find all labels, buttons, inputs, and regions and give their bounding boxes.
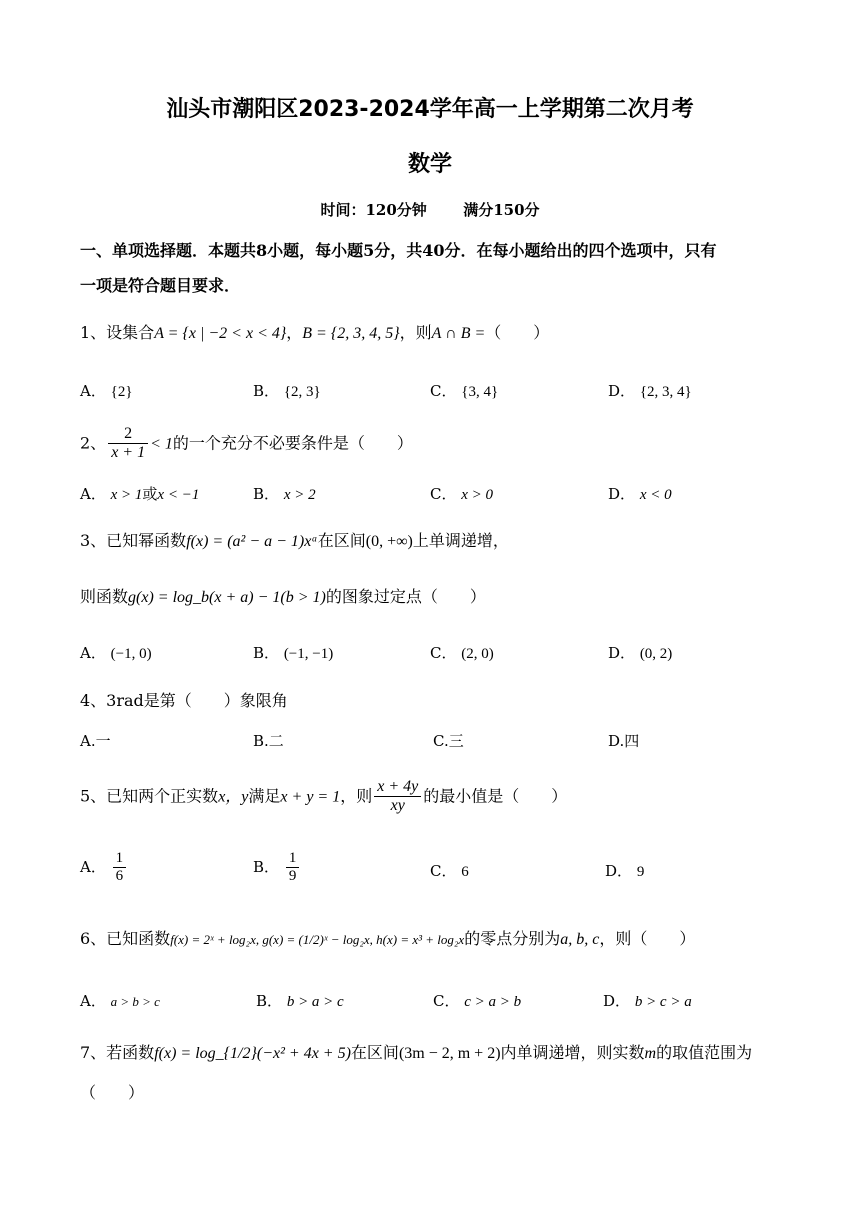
- q3-option-b[interactable]: B． (−1, −1): [253, 644, 334, 662]
- q3-option-a[interactable]: A． (−1, 0): [80, 644, 152, 662]
- q1-option-d[interactable]: D． {2, 3, 4}: [608, 382, 692, 400]
- question-5: 5、已知两个正实数x，y满足x + y = 1，则 $\frac{x + 4y}{xy}$ 的最小值是（ ）: [80, 778, 568, 815]
- q6-option-b[interactable]: B． b > a > c: [256, 992, 344, 1010]
- q6-funcs: f(x) = 2ˣ + log₂x, g(x) = (1/2)ˣ − log₂x, h(x) = x³ + log₂x: [170, 932, 465, 947]
- q4-option-b[interactable]: B.二: [253, 732, 284, 750]
- q4-option-a[interactable]: A.一: [80, 732, 111, 750]
- q2-option-c[interactable]: C． x > 0: [430, 485, 494, 503]
- q7-func: f(x) = log_{1/2}(−x² + 4x + 5): [154, 1045, 351, 1062]
- q5-fraction: $\frac{x + 4y}{xy}$: [374, 778, 421, 816]
- q5-vars: x，y: [218, 788, 249, 806]
- section-heading-line1: 一、单项选择题．本题共8小题，每小题5分，共40分．在每小题给出的四个选项中，只有: [80, 241, 717, 260]
- q1-tail: ，则: [399, 323, 432, 342]
- question-3-line1: 3、已知幂函数f(x) = (a² − a − 1)xᵃ在区间(0, +∞)上单调递增，: [80, 531, 509, 550]
- question-6: 6、已知函数f(x) = 2ˣ + log₂x, g(x) = (1/2)ˣ − log₂x, h(x) = x³ + log₂x的零点分别为a, b, c，则（ ）: [80, 929, 696, 948]
- question-7: 7、若函数f(x) = log_{1/2}(−x² + 4x + 5)在区间(3m − 2, m + 2)内单调递增，则实数m的取值范围为: [80, 1043, 753, 1062]
- subject-title: 数学: [407, 152, 452, 177]
- question-7-line2: （ ）: [80, 1083, 145, 1102]
- q2-option-d[interactable]: D． x < 0: [608, 485, 672, 503]
- q1-lead: 1、设集合: [80, 323, 155, 342]
- q5-option-b[interactable]: B． $\frac{1}{9}$: [253, 850, 301, 886]
- question-1: [80, 320, 549, 343]
- q1-sep: ，: [286, 323, 303, 342]
- q6-option-c[interactable]: C． c > a > b: [433, 992, 522, 1010]
- q6-zeros: a, b, c: [560, 931, 600, 948]
- q2-fraction: $\frac{2}{x + 1}$: [108, 425, 148, 463]
- question-3-line2: 则函数g(x) = log_b(x + a) − 1(b > 1)的图象过定点（ ）: [80, 587, 486, 606]
- q2-ineq: < 1: [150, 435, 173, 453]
- question-2: [80, 425, 413, 463]
- time-info: 时间：120分钟: [320, 201, 427, 219]
- q4-option-c[interactable]: C.三: [433, 732, 464, 750]
- q2-option-b[interactable]: B． x > 2: [253, 485, 316, 503]
- q6-option-d[interactable]: D． b > c > a: [603, 992, 692, 1010]
- q3-option-d[interactable]: D． (0, 2): [608, 644, 673, 662]
- q3-func: f(x) = (a² − a − 1)xᵃ: [186, 533, 318, 550]
- q2-option-a[interactable]: A． x > 1或x < −1: [80, 485, 200, 503]
- q2-tail: 的一个充分不必要条件是（ ）: [172, 433, 413, 453]
- exam-title: 汕头市潮阳区2023-2024学年高一上学期第二次月考: [166, 97, 694, 122]
- q5-option-a[interactable]: A． $\frac{1}{6}$: [80, 850, 128, 886]
- q1-set-a: A = {x | −2 < x < 4}: [154, 325, 287, 342]
- q5-option-c[interactable]: C． 6: [430, 862, 469, 880]
- q3-gfunc: g(x) = log_b(x + a) − 1(b > 1): [128, 589, 326, 606]
- section-heading-line2: 一项是符合题目要求．: [80, 276, 241, 295]
- q5-option-d[interactable]: D． 9: [605, 862, 645, 880]
- q3-interval: (0, +∞): [365, 533, 413, 550]
- exam-info: [0, 199, 860, 220]
- q1-set-b: B = {2, 3, 4, 5}: [302, 325, 400, 342]
- q6-option-a[interactable]: A． a > b > c: [80, 992, 160, 1010]
- question-4: 4、3rad是第（ ）象限角: [80, 691, 288, 710]
- q4-option-d[interactable]: D.四: [608, 732, 640, 750]
- q1-option-c[interactable]: C． {3, 4}: [430, 382, 499, 400]
- q1-option-a[interactable]: A． {2}: [80, 382, 133, 400]
- q7-interval: (3m − 2, m + 2): [398, 1045, 501, 1062]
- q2-lead: 2、: [80, 433, 107, 453]
- score-info: 满分150分: [463, 201, 540, 219]
- q3-option-c[interactable]: C． (2, 0): [430, 644, 494, 662]
- q1-paren: （ ）: [485, 323, 550, 342]
- q5-cond: x + y = 1: [280, 788, 341, 806]
- q1-option-b[interactable]: B． {2, 3}: [253, 382, 321, 400]
- q1-expr: A ∩ B =: [431, 325, 486, 342]
- q7-var: m: [644, 1045, 657, 1062]
